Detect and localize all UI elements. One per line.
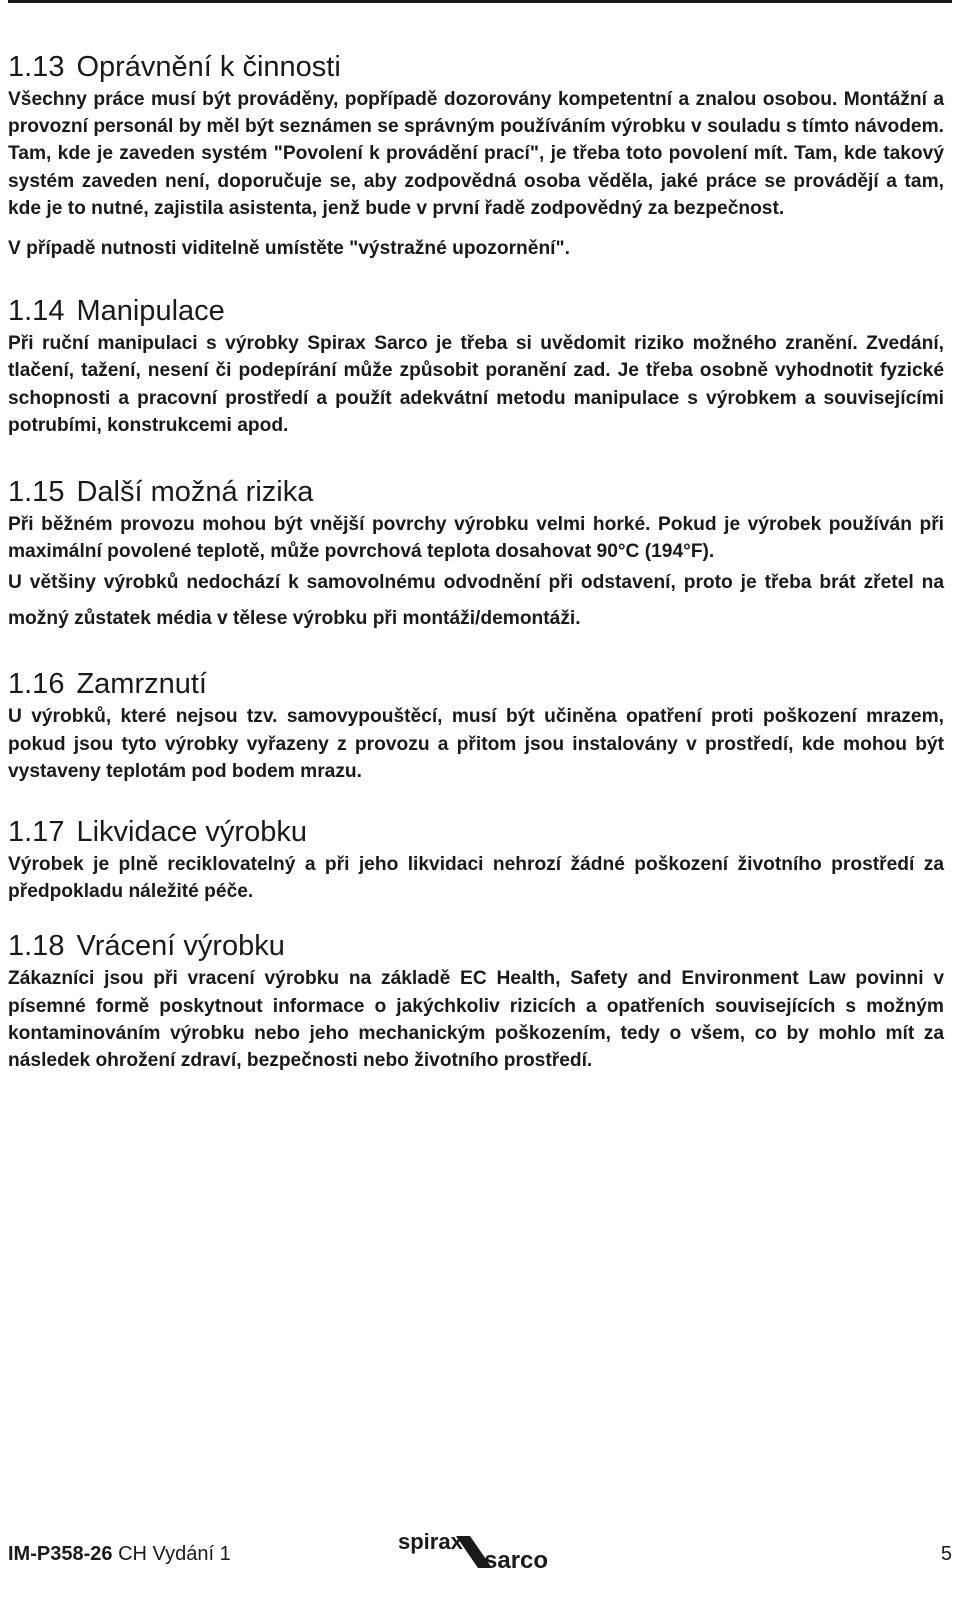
paragraph: Výrobek je plně reciklovatelný a při jeho likvidaci nehrozí žádné poškození životního prostředí za předpokladu náležité péče.	[8, 854, 944, 903]
section-freezing	[8, 667, 944, 785]
section-title: Zamrznutí	[76, 668, 207, 701]
section-number: 1.13	[8, 51, 65, 83]
document-body	[8, 50, 944, 1074]
section-heading	[8, 294, 944, 328]
section-title: Vrácení výrobku	[76, 930, 285, 963]
doc-code: IM-P358-26	[8, 1543, 113, 1565]
paragraph: Při běžném provozu mohou být vnější povrchy výrobku velmi horké. Pokud je výrobek používán při maximální povolené teplotě, může povrchová teplota dosahovat 90°C (194°F).	[8, 514, 944, 563]
paragraph: Při ruční manipulaci s výrobky Spirax Sarco je třeba si uvědomit riziko možného zranění. Zvedání, tlačení, tažení, nesení či podepírání může způsobit poranění zad. Je třeba osobně vyhodnotit fyzické schopnosti a pracovní prostředí a použít adekvátní metodu manipulace s výrobkem a souvisejícími potrubími, konstrukcemi apod.	[8, 333, 944, 436]
section-heading	[8, 475, 944, 509]
section-number: 1.16	[8, 668, 65, 701]
section-heading	[8, 50, 944, 84]
logo-text-top: spirax	[398, 1530, 463, 1554]
document-reference	[8, 1542, 231, 1566]
section-number: 1.15	[8, 476, 65, 509]
page-footer	[8, 1530, 952, 1580]
top-rule	[8, 0, 952, 3]
logo-text-bottom: sarco	[484, 1547, 549, 1574]
paragraph: U výrobků, které nejsou tzv. samovypouštěcí, musí být učiněna opatření proti poškození mrazem, pokud jsou tyto výrobky vyřazeny z provozu a přitom jsou instalovány v prostředí, kde mohou být vystaveny teplotám pod bodem mrazu.	[8, 706, 944, 782]
section-title: Likvidace výrobku	[76, 816, 307, 849]
section-title: Manipulace	[76, 295, 225, 328]
paragraph: Všechny práce musí být prováděny, popřípadě dozorovány kompetentní a znalou osobou. Montážní a provozní personál by měl být seznámen se správným používáním výrobku v souladu s tímto návodem. Tam, kde je zaveden systém "Povolení k provádění prací", je třeba toto povolení mít. Tam, kde takový systém zaveden není, doporučuje se, aby zodpovědná osoba věděla, jaké práce se provádějí a tam, kde je to nutné, zajistila asistenta, jenž bude v první řadě zodpovědný za bezpečnost.	[8, 89, 944, 219]
section-title: Další možná rizika	[76, 476, 314, 509]
spirax-sarco-logo	[396, 1530, 566, 1574]
section-number: 1.17	[8, 816, 65, 849]
section-heading	[8, 667, 944, 701]
section-heading	[8, 929, 944, 963]
paragraph: U většiny výrobků nedochází k samovolnému odvodnění při odstavení, proto je třeba brát zřetel na možný zůstatek média v tělese výrobku při montáži/demontáži.	[8, 572, 944, 630]
paragraph: V případě nutnosti viditelně umístěte "výstražné upozornění".	[8, 238, 570, 260]
section-authorisation	[8, 50, 944, 262]
edition-label: CH Vydání 1	[118, 1543, 231, 1565]
section-returning-products	[8, 929, 944, 1074]
section-title: Oprávnění k činnosti	[76, 51, 341, 83]
section-handling	[8, 268, 944, 439]
section-heading	[8, 815, 944, 849]
section-number: 1.18	[8, 930, 65, 963]
section-residual-hazards	[8, 449, 944, 637]
page-number: 5	[940, 1543, 952, 1565]
section-number: 1.14	[8, 295, 65, 328]
section-disposal	[8, 815, 944, 905]
paragraph: Zákazníci jsou při vracení výrobku na základě EC Health, Safety and Environment Law povinni v písemné formě poskytnout informace o jakýchkoliv rizicích a opatřeních souvisejících s možným kontaminováním výrobku nebo jeho mechanickým poškozením, tedy o všem, co by mohlo mít za následek ohrožení zdraví, bezpečnosti nebo životního prostředí.	[8, 968, 944, 1072]
